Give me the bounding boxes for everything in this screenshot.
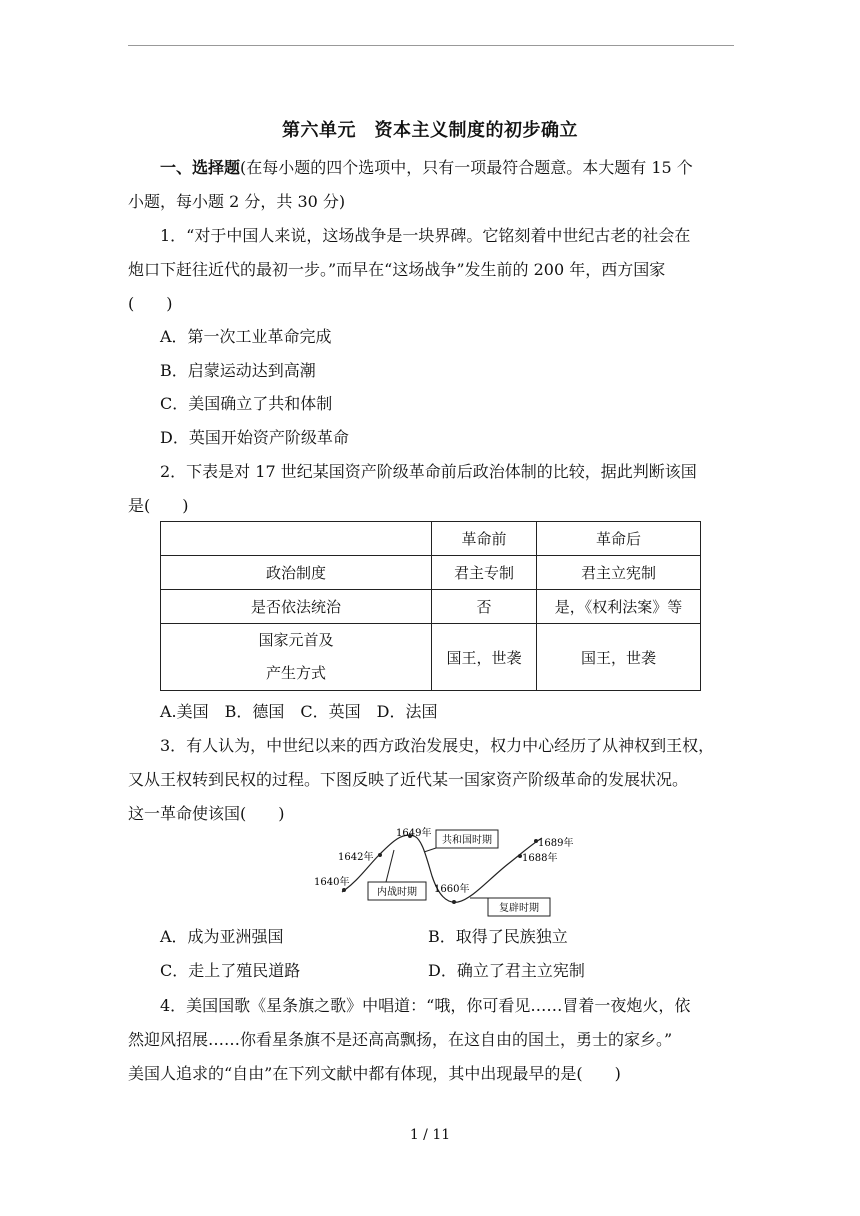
timeline-point: [452, 900, 456, 904]
table-cell: 是，《权利法案》等: [537, 590, 701, 624]
header-rule: [128, 45, 734, 46]
page-title: 第六单元 资本主义制度的初步确立: [282, 120, 578, 141]
q1-line2: 炮口下赶往近代的最初一步。”而早在“这场战争”发生前的 200 年，西方国家: [128, 260, 666, 279]
q1-line1: 1．“对于中国人来说，这场战争是一块界碑。它铭刻着中世纪古老的社会在: [160, 226, 691, 245]
table-header-row: [161, 522, 701, 556]
section-intro: [128, 151, 734, 185]
year-label-1649: 1649年: [396, 828, 432, 839]
table-cell: 君主立宪制: [537, 556, 701, 590]
q3-line1: 3．有人认为，中世纪以来的西方政治发展史，权力中心经历了从神权到王权，: [160, 736, 715, 755]
year-label-1660: 1660年: [434, 884, 470, 895]
table-row: [161, 556, 701, 590]
year-label-1642: 1642年: [338, 852, 374, 863]
q3-option-a: A．成为亚洲强国: [160, 927, 284, 946]
restoration-label: 复辟时期: [499, 903, 539, 914]
q3-option-b: B．取得了民族独立: [428, 927, 568, 946]
q3-line3: 这一革命使该国( ): [128, 804, 285, 823]
table-cell: 君主专制: [432, 556, 537, 590]
civil-war-pointer: [386, 850, 394, 882]
year-label-1688: 1688年: [522, 853, 558, 864]
table-row-label-line1: 国家元首及: [258, 631, 334, 649]
q1-option-c: C．美国确立了共和体制: [160, 394, 333, 413]
table-row-label: 是否依法统治: [161, 590, 432, 624]
q3-line2: 又从王权转到民权的过程。下图反映了近代某一国家资产阶级革命的发展状况。: [128, 770, 689, 789]
table-row-label: 政治制度: [161, 556, 432, 590]
q3-option-c: C．走上了殖民道路: [160, 961, 301, 980]
table-row: [161, 590, 701, 624]
q1-option-b: B．启蒙运动达到高潮: [160, 361, 316, 380]
table-row-label-line2: 产生方式: [265, 664, 326, 682]
table-row: [161, 624, 701, 691]
table-header-cell: [161, 522, 432, 556]
table-cell: 国王，世袭: [537, 624, 701, 691]
table-cell: 国王，世袭: [432, 624, 537, 691]
republic-pointer: [424, 848, 436, 852]
q2-line2: 是( ): [128, 496, 189, 515]
civil-war-label: 内战时期: [377, 887, 417, 898]
section-heading: 一、选择题: [160, 158, 241, 177]
table-header-after: 革命后: [537, 522, 701, 556]
section-desc-line2: 小题，每小题 2 分，共 30 分): [128, 192, 346, 211]
table-header-before: 革命前: [432, 522, 537, 556]
section-desc-line1: (在每小题的四个选项中，只有一项最符合题意。本大题有 15 个: [240, 158, 693, 177]
year-label-1640: 1640年: [314, 877, 350, 888]
q3-option-d: D．确立了君主立宪制: [428, 961, 585, 980]
timeline-point: [342, 888, 346, 892]
revolution-timeline-figure: [310, 826, 600, 918]
q1-option-d: D．英国开始资产阶级革命: [160, 428, 349, 447]
q4-line1: 4．美国国歌《星条旗之歌》中唱道：“哦，你可看见……冒着一夜炮火，依: [160, 996, 691, 1015]
page-number: 1 / 11: [409, 1127, 451, 1143]
q1-line3: ( ): [128, 294, 173, 313]
table-cell: 否: [432, 590, 537, 624]
year-label-1689: 1689年: [538, 838, 574, 849]
table-row-label: [161, 624, 432, 691]
timeline-point: [378, 853, 382, 857]
q4-line2: 然迎风招展……你看星条旗不是还高高飘扬，在这自由的国土，勇士的家乡。”: [128, 1030, 673, 1049]
q4-line3: 美国人追求的“自由”在下列文献中都有体现，其中出现最早的是( ): [128, 1064, 621, 1083]
q2-line1: 2．下表是对 17 世纪某国资产阶级革命前后政治体制的比较，据此判断该国: [160, 462, 697, 481]
q2-options: A.美国 B．德国 C．英国 D．法国: [160, 702, 438, 721]
comparison-table: [160, 521, 701, 691]
q1-option-a: A．第一次工业革命完成: [160, 327, 332, 346]
republic-period-label: 共和国时期: [442, 835, 492, 846]
